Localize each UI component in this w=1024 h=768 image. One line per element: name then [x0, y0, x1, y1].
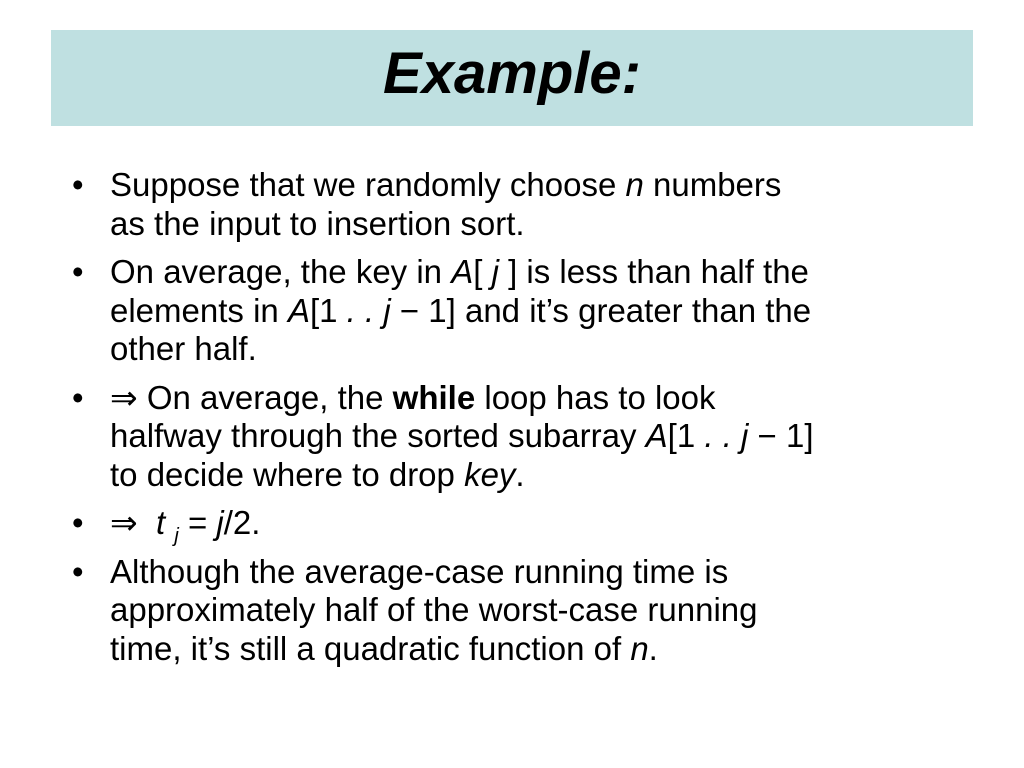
- bullet-4-var-t: t: [156, 504, 166, 541]
- bullet-item-2: [72, 253, 972, 369]
- implies-arrow-icon: ⇒: [110, 378, 138, 416]
- bullet-marker: •: [72, 552, 84, 590]
- bullet-item-1: [72, 166, 972, 243]
- bullet-2-line2-var-j: j: [374, 291, 391, 329]
- bullet-item-3: [72, 379, 972, 495]
- bullet-2-line2-var-A: A: [287, 291, 310, 329]
- bullet-2-text-c: ] is less than half the: [498, 253, 809, 290]
- bullet-2-line-3: other half.: [110, 330, 257, 367]
- bullet-2-line2-b: [1: [309, 291, 347, 329]
- bullet-3-line2-dots: . .: [704, 417, 732, 454]
- bullet-1-text-b: numbers: [643, 166, 782, 203]
- bullet-2-line2-a: elements in: [110, 291, 288, 329]
- bullet-3-line2-b: [1: [667, 417, 705, 454]
- bullet-3-line2-var-A: A: [645, 417, 668, 454]
- bullet-1-text-a: Suppose that we randomly choose: [110, 166, 626, 203]
- bullet-3-line3-a: to decide where to drop: [110, 455, 465, 493]
- bullet-marker: •: [72, 378, 84, 416]
- bullet-2-line2-c: − 1] and it’s greater than the: [390, 291, 812, 329]
- bullet-5-line3-a: time, it’s still a quadratic function of: [110, 629, 631, 667]
- bullet-4-subscript-j: j: [174, 525, 179, 547]
- bullet-item-5: [72, 553, 972, 669]
- bullet-3-keyword-while: while: [392, 378, 476, 416]
- bullet-1-line-2: as the input to insertion sort.: [110, 204, 525, 242]
- bullet-2-line2-dots: . .: [346, 291, 375, 329]
- bullet-3-text-b: loop has to look: [475, 378, 716, 416]
- title-banner: [51, 30, 973, 126]
- bullet-marker: •: [72, 166, 84, 203]
- bullet-2-text-b: [: [473, 253, 492, 290]
- slide-title: Example:: [383, 41, 641, 106]
- bullet-3-line2-var-j: j: [731, 417, 749, 454]
- implies-arrow-icon: ⇒: [110, 504, 138, 541]
- bullet-4-equals: =: [178, 504, 217, 541]
- bullet-5-var-n: n: [630, 629, 649, 667]
- bullet-5-line-2: approximately half of the worst-case running: [110, 591, 758, 628]
- bullet-3-line3-b: .: [515, 455, 525, 493]
- bullet-3-line2-a: halfway through the sorted subarray: [110, 417, 646, 454]
- bullet-marker: •: [72, 253, 84, 290]
- bullet-2-var-j: j: [491, 253, 499, 290]
- bullet-2-var-A: A: [451, 253, 474, 290]
- bullet-marker: •: [72, 504, 84, 541]
- bullet-1-var-n: n: [625, 166, 644, 203]
- bullet-5-line3-b: .: [648, 629, 658, 667]
- bullet-2-text-a: On average, the key in: [110, 253, 452, 290]
- bullet-list: [72, 166, 972, 678]
- bullet-item-4: [72, 504, 972, 547]
- bullet-3-line2-c: − 1]: [748, 417, 814, 454]
- bullet-3-text-a: On average, the: [137, 378, 393, 416]
- bullet-5-line-1: Although the average-case running time is: [110, 552, 729, 590]
- bullet-4-var-j: j: [216, 504, 224, 541]
- bullet-4-half: /2.: [223, 504, 261, 541]
- bullet-3-var-key: key: [464, 455, 516, 493]
